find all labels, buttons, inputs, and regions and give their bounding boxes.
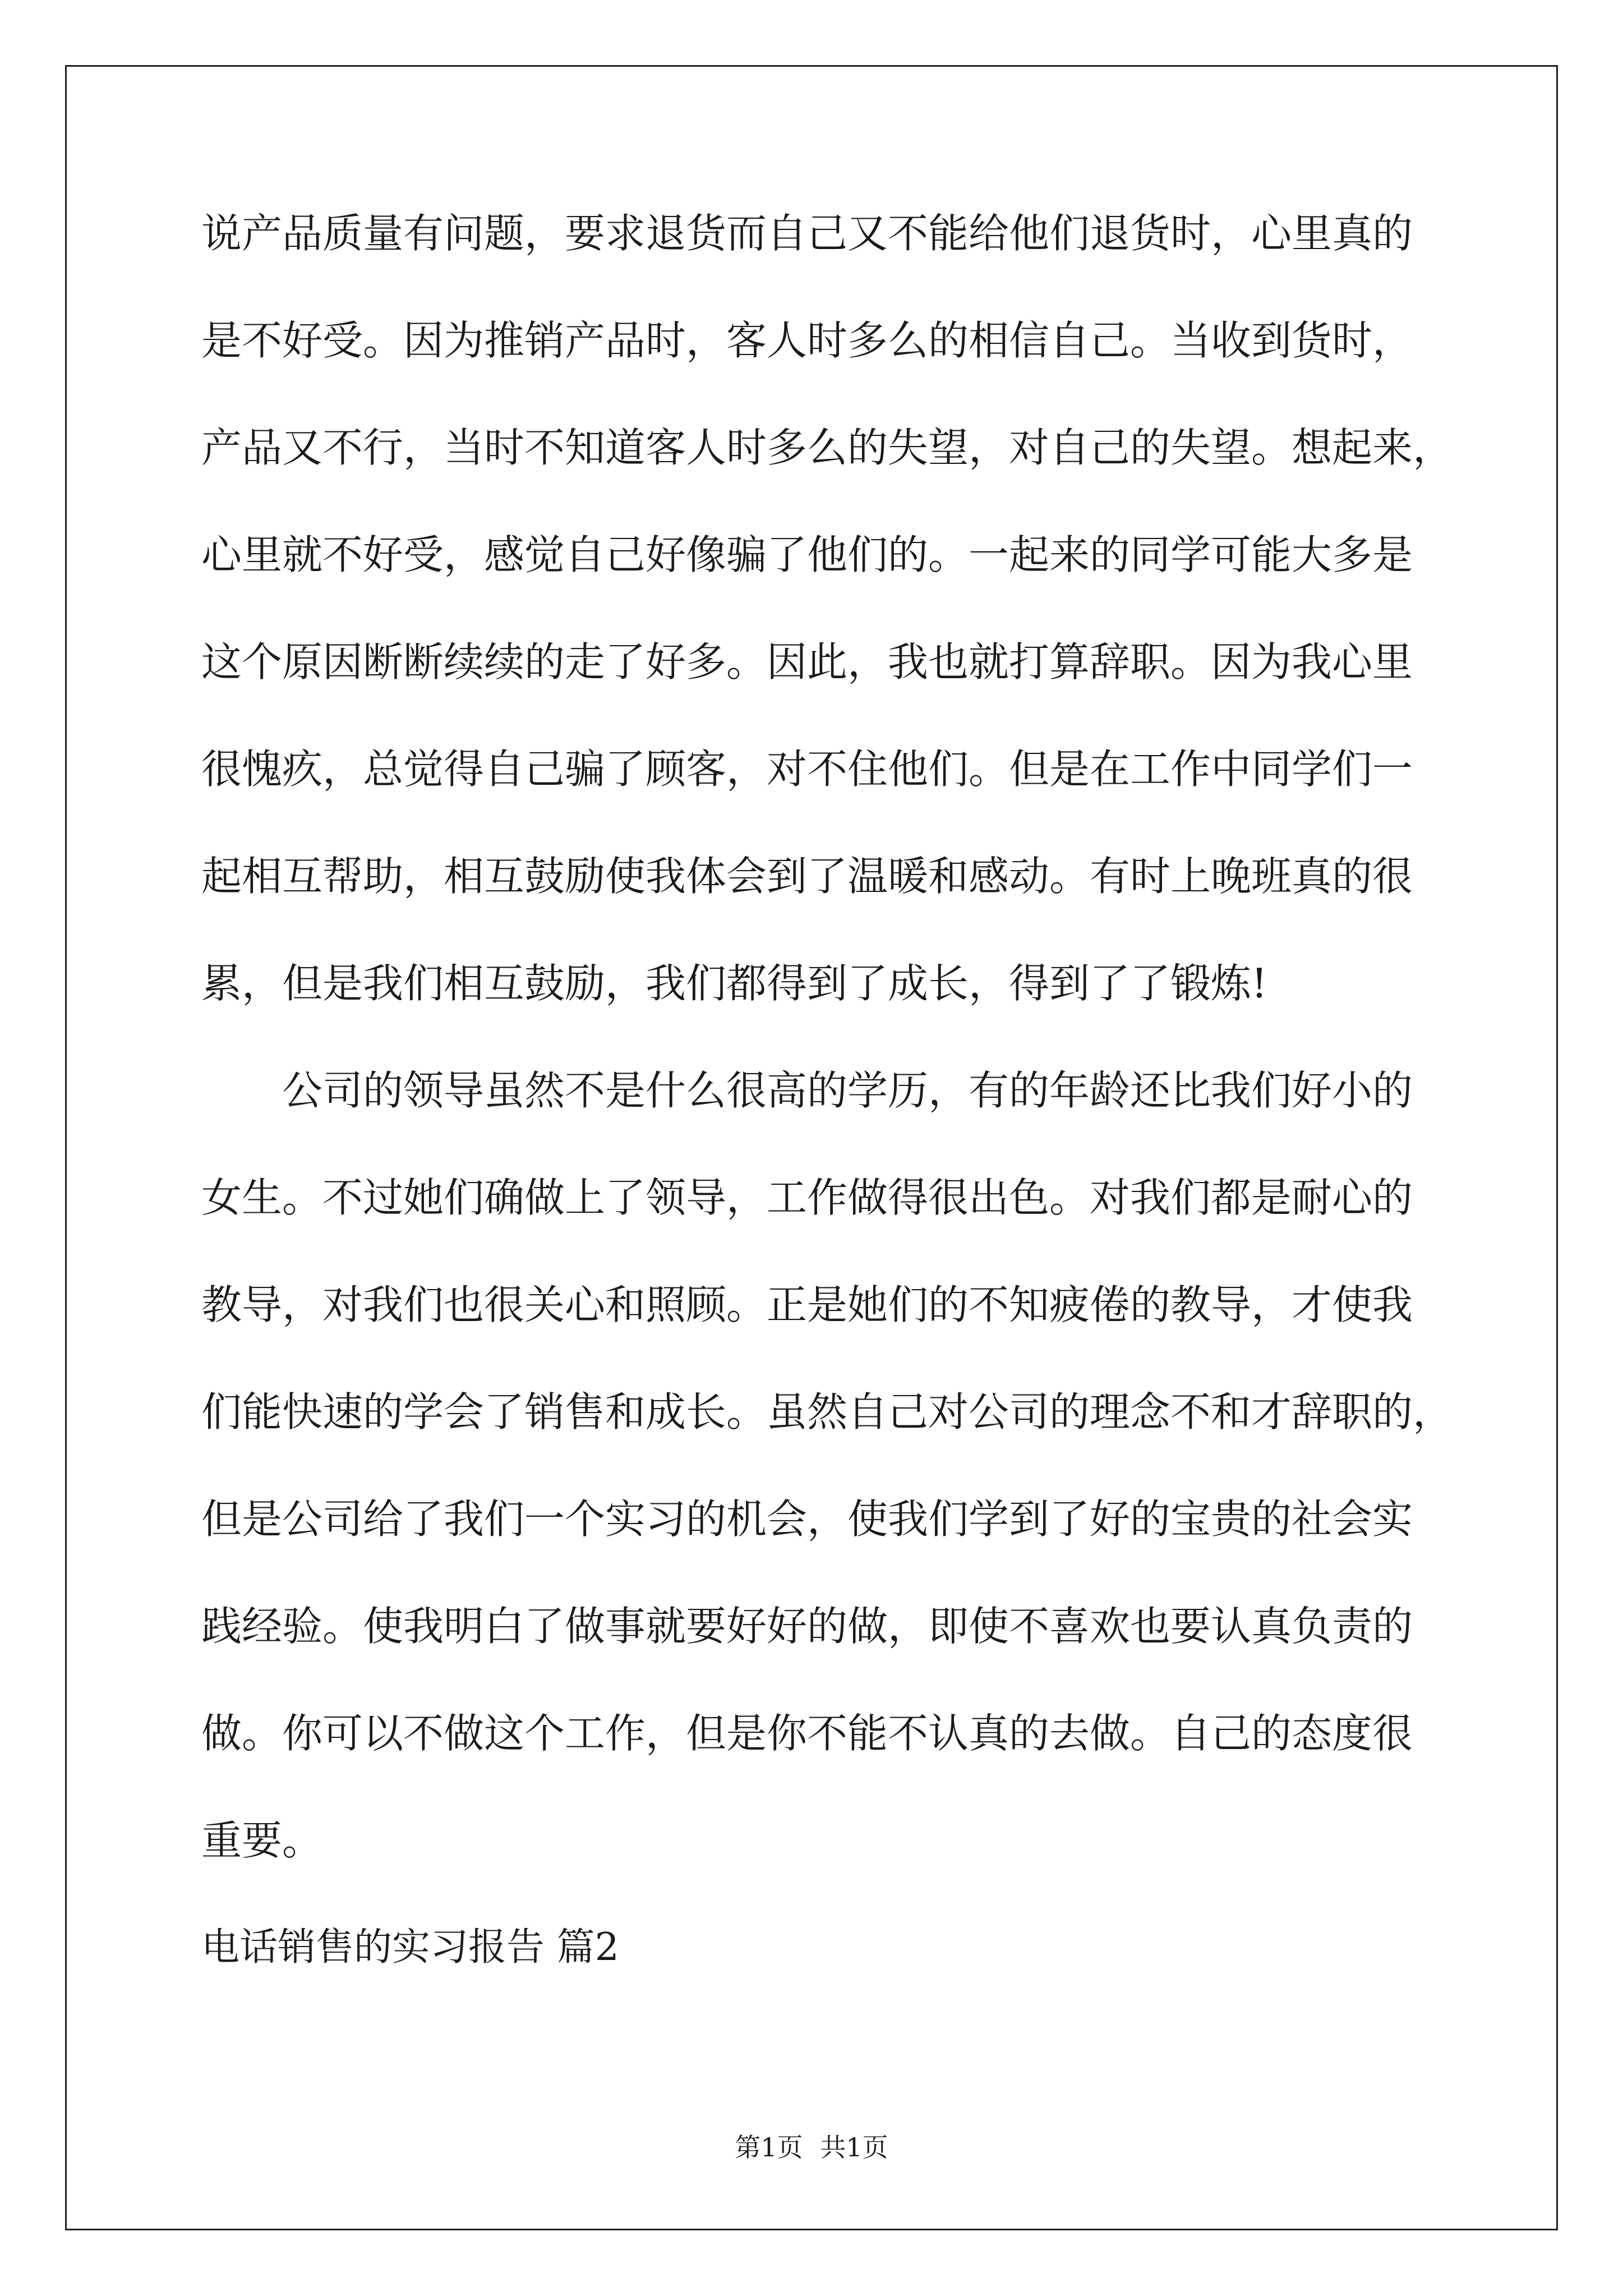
document-body (201, 210, 1454, 2035)
text-line: 教导，对我们也很关心和照顾。正是她们的不知疲倦的教导，才使我 (201, 1281, 1413, 1328)
text-line: 是不好受。因为推销产品时，客人时多么的相信自己。当收到货时， (201, 317, 1413, 364)
text-line: 重要。 (201, 1817, 323, 1864)
paragraph-2 (201, 1067, 1454, 1927)
text-line: 做。你可以不做这个工作，但是你不能不认真的去做。自己的态度很 (201, 1710, 1413, 1757)
text-line: 心里就不好受，感觉自己好像骗了他们的。一起来的同学可能大多是 (201, 531, 1413, 578)
text-line: 们能快速的学会了销售和成长。虽然自己对公司的理念不和才辞职的， (201, 1388, 1454, 1435)
page-total: 共1页 (820, 2132, 888, 2162)
text-line: 女生。不过她们确做上了领导，工作做得很出色。对我们都是耐心的 (201, 1174, 1413, 1221)
text-line: 但是公司给了我们一个实习的机会，使我们学到了好的宝贵的社会实 (201, 1496, 1413, 1543)
text-line: 起相互帮助，相互鼓励使我体会到了温暖和感动。有时上晚班真的很 (201, 853, 1413, 900)
page-number: 第1页 (735, 2132, 803, 2162)
text-line: 这个原因断断续续的走了好多。因此，我也就打算辞职。因为我心里 (201, 638, 1413, 685)
text-line: 说产品质量有问题，要求退货而自己又不能给他们退货时，心里真的 (201, 210, 1413, 257)
section-heading: 电话销售的实习报告 篇2 (201, 1925, 619, 1970)
text-line: 产品又不行，当时不知道客人时多么的失望，对自己的失望。想起来， (201, 424, 1454, 471)
text-line: 很愧疚，总觉得自己骗了顾客，对不住他们。但是在工作中同学们一 (201, 746, 1413, 793)
text-line: 践经验。使我明白了做事就要好好的做，即使不喜欢也要认真负责的 (201, 1603, 1413, 1650)
text-line: 累，但是我们相互鼓励，我们都得到了成长，得到了了锻炼! (201, 960, 1267, 1007)
text-line: 公司的领导虽然不是什么很高的学历，有的年龄还比我们好小的 (282, 1067, 1413, 1114)
paragraph-1 (201, 210, 1454, 1070)
page-footer (0, 2133, 1623, 2161)
